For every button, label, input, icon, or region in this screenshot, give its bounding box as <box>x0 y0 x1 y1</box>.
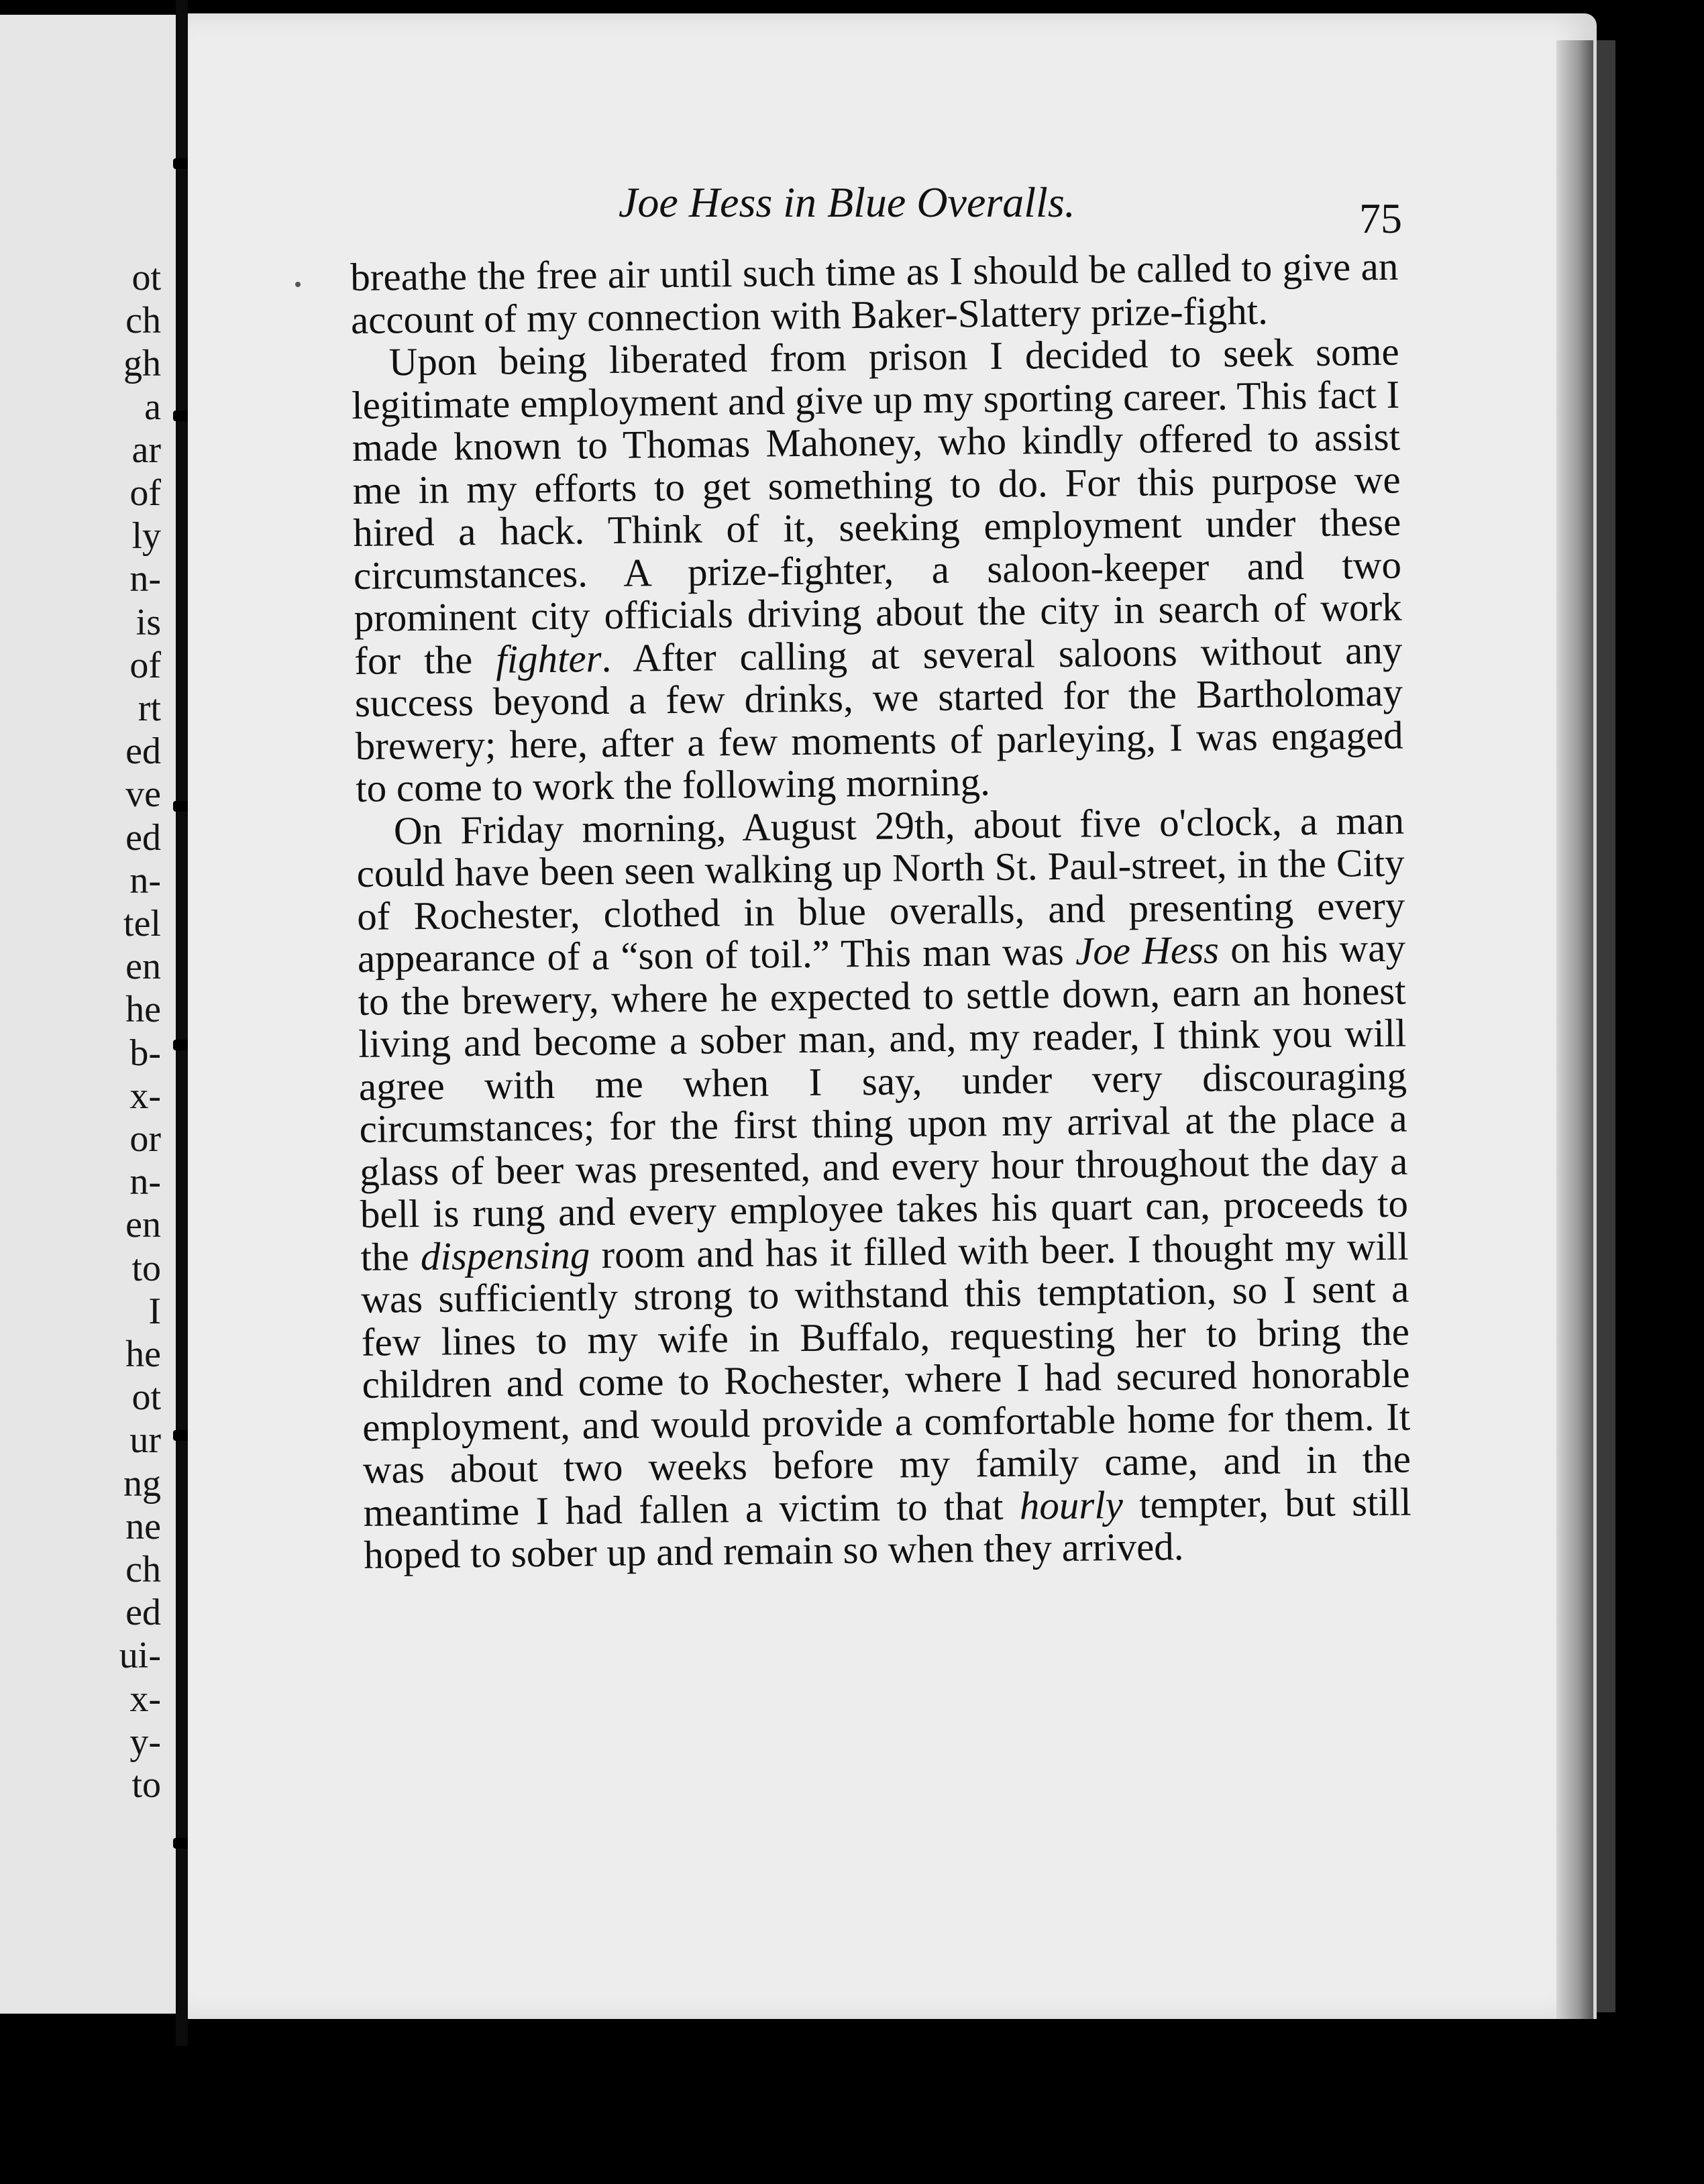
left-page-text-fragment: of <box>129 644 161 686</box>
left-page-text-fragment: he <box>125 1333 161 1375</box>
left-page-text-fragment: en <box>125 946 161 988</box>
italic-text: dispensing <box>420 1232 590 1278</box>
left-page-text-fragment: of <box>129 472 161 514</box>
left-page-text-fragment: ot <box>131 1376 161 1419</box>
left-page-fragment <box>0 15 176 2014</box>
left-page-text-fragment: he <box>125 989 161 1031</box>
left-page-text-fragment: ch <box>125 300 161 342</box>
left-page-text-fragment: ly <box>131 515 161 557</box>
left-page-text-fragment: ch <box>125 1549 161 1590</box>
paragraph <box>356 799 1412 1576</box>
italic-text: fighter <box>495 635 602 681</box>
left-page-text-fragment: ed <box>125 730 161 773</box>
left-page-text-fragment: ng <box>123 1462 161 1505</box>
left-page-text-fragment: gh <box>123 343 161 385</box>
left-page-text-fragment: ve <box>125 773 161 816</box>
left-page-text-fragment: en <box>125 1204 161 1246</box>
left-page-text-fragment: I <box>148 1290 161 1332</box>
left-page-text-fragment: n- <box>129 1161 161 1203</box>
text-segment: tempter, but still hoped to sober up and remain so when they arrived. <box>363 1479 1412 1577</box>
text-segment: Upon being liberated from prison I decided to seek some legitimate employment and give up my sporting career. This fact I made known to Thomas Mahoney, who kindly offered to assist me in my efforts to get something to do. For this purpose we hired a hack. Think of it, seeking employment under these circumstances. A prize-fighter, a saloon-keeper and two prominent city officials driving about the city in search of work for the <box>351 329 1402 683</box>
running-head: Joe Hess in Blue Overalls. <box>619 178 1075 226</box>
left-page-text-fragment: a <box>144 386 161 428</box>
italic-text: Joe Hess <box>1075 927 1220 973</box>
left-page-text-fragment: rt <box>138 688 161 729</box>
left-page-text-fragment: ed <box>125 816 161 859</box>
page-edge <box>1597 40 1615 2012</box>
left-page-text-fragment: to <box>131 1764 161 1806</box>
page-edge-shadow <box>1556 40 1593 2019</box>
left-page-text-fragment: ed <box>125 1592 161 1634</box>
left-page-text-fragment: is <box>136 601 161 643</box>
text-segment: On Friday morning, August 29th, about five o'clock, a man could have been seen walking up North St. Paul-street, in the City of Rochester, clothed in blue overalls, and presenting every appearance of a “son of toil.” This man was <box>356 798 1405 981</box>
italic-text: hourly <box>1019 1482 1124 1528</box>
book-gutter <box>176 0 188 2046</box>
left-page-text-fragment: n- <box>129 859 161 902</box>
left-page-text-fragment: b- <box>129 1032 161 1074</box>
left-page-text-fragment: ur <box>129 1419 161 1462</box>
left-page-text-fragment: ne <box>125 1505 161 1547</box>
paragraph <box>351 331 1403 810</box>
left-page-text-fragment: tel <box>123 903 161 944</box>
left-page-text-fragment: ot <box>131 257 161 298</box>
text-segment: breathe the free air until such time as I should be called to give an account of my connection with Baker-Slattery prize-fight. <box>350 243 1399 342</box>
left-page-text-fragment: y- <box>129 1721 161 1763</box>
stray-mark <box>295 282 301 287</box>
left-page-text-fragment: or <box>129 1118 161 1160</box>
left-page-text-fragment: x- <box>129 1678 161 1720</box>
left-page-text-fragment: ar <box>131 429 161 471</box>
left-page-text-fragment: ui- <box>119 1635 161 1677</box>
paragraph <box>350 245 1399 341</box>
left-page-text-fragment: to <box>131 1247 161 1289</box>
page-number: 75 <box>1359 195 1402 242</box>
left-page-text-fragment: x- <box>129 1075 161 1117</box>
body-text <box>350 245 1412 1577</box>
text-segment: . After calling at several saloons without any success beyond a few drinks, we started for the Bartholomay brewery; here, after a few moments of parleying, I was engaged to come to work the following morning. <box>354 627 1403 810</box>
text-segment: room and has it filled with beer. I thought my will was sufficiently strong to withstand this temptation, so I sent a few lines to my wife in Buffalo, requesting her to bring the children and come to Rochester, where I had secured honorable employment, and would provide a comfortable home for them. It was about two weeks before my family came, and in the meantime I had fallen a victim to that <box>360 1223 1412 1535</box>
left-page-text-fragment: n- <box>129 558 161 600</box>
text-segment: on his way to the brewery, where he expected to settle down, earn an honest living and become a sober man, and, my reader, I think you will agree with me when I say, under very discouraging circumstances; for the first thing upon my arrival at the place a glass of beer was presented, and every hour throughout the day a bell is rung and every employee takes his quart can, proceeds to the <box>358 925 1409 1279</box>
